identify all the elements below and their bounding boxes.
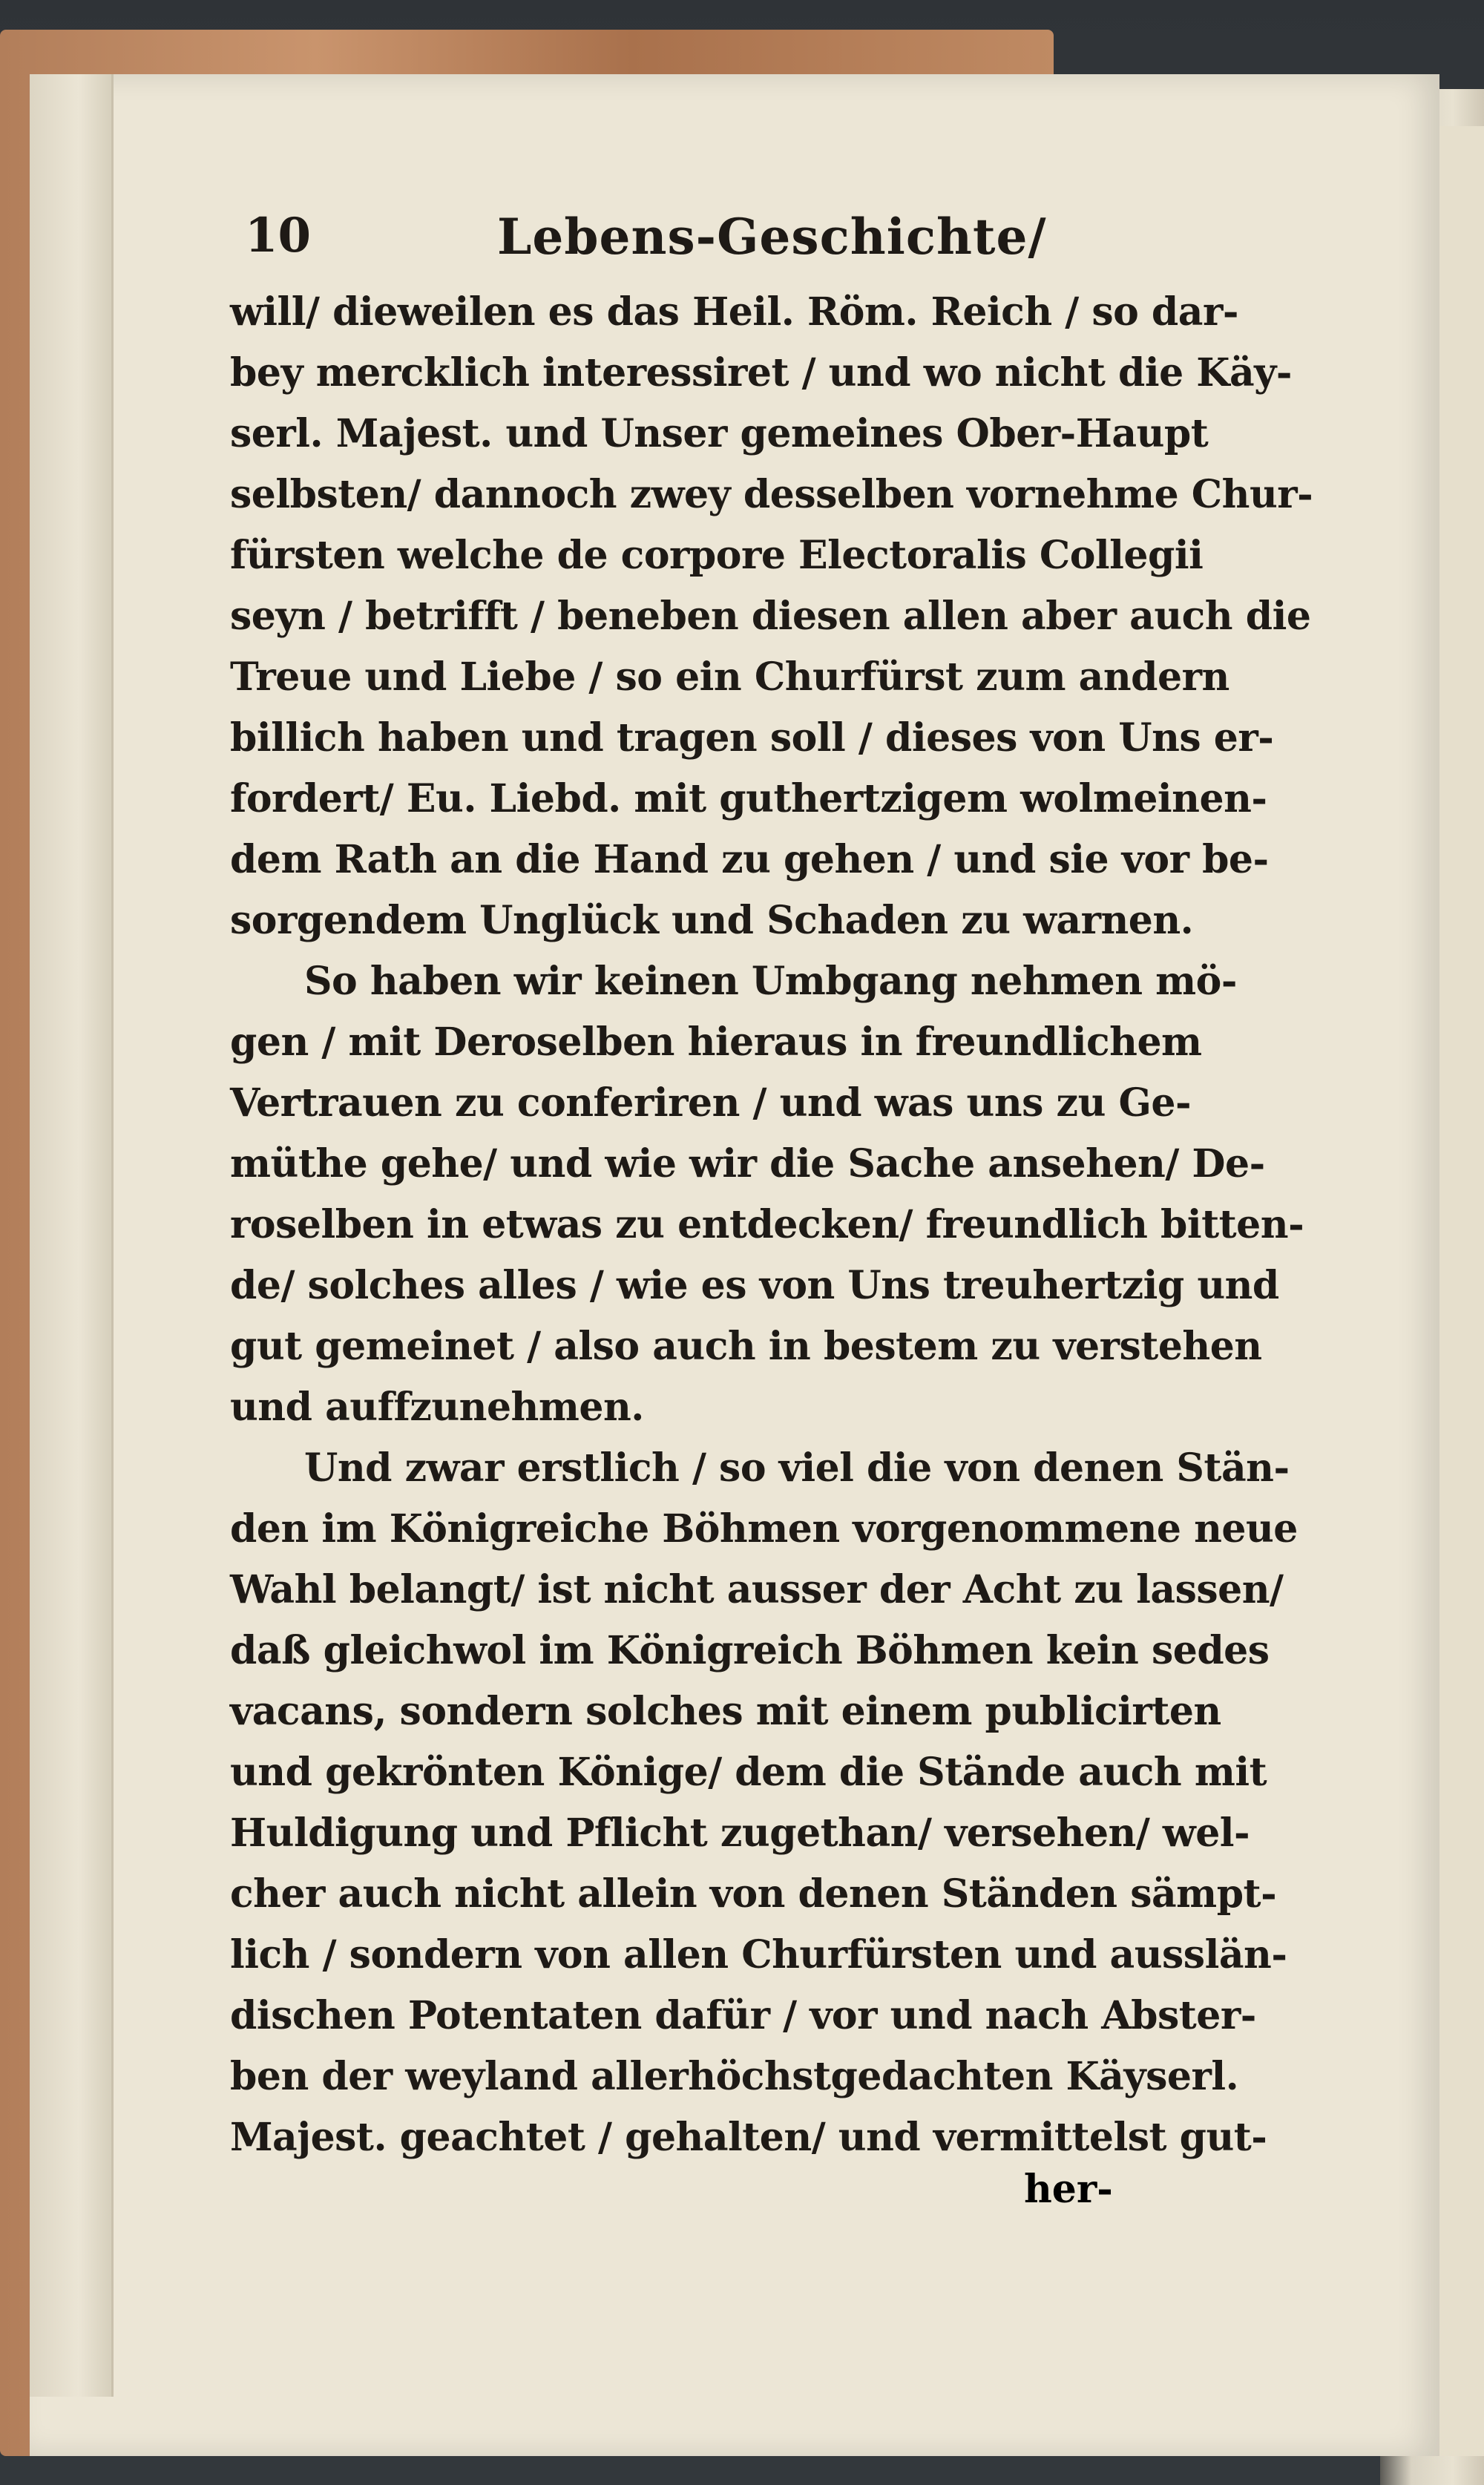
- text-line: serl. Majest. und Unser gemeines Ober-Haupt: [230, 411, 1209, 456]
- text-line: roselben in etwas zu entdecken/ freundlich bitten-: [230, 1202, 1304, 1247]
- text-line: de/ solches alles / wie es von Uns treuhertzig und: [230, 1263, 1279, 1308]
- text-line: Vertrauen zu conferiren / und was uns zu Ge-: [230, 1080, 1192, 1126]
- text-line: dischen Potentaten dafür / vor und nach Abster-: [230, 1993, 1256, 2038]
- text-line: Treue und Liebe / so ein Churfürst zum andern: [230, 654, 1229, 700]
- text-line: Wahl belangt/ ist nicht ausser der Acht zu lassen/: [230, 1567, 1284, 1612]
- running-head: Lebens-Geschichte/: [497, 208, 1047, 266]
- text-line: dem Rath an die Hand zu gehen / und sie vor be-: [230, 837, 1269, 882]
- page-header: [230, 200, 1373, 275]
- page-number: 10: [245, 208, 312, 263]
- text-line: bey mercklich interessiret / und wo nicht die Käy-: [230, 350, 1292, 395]
- page-text: [230, 200, 1373, 2168]
- catchword: her-: [1024, 2167, 1113, 2212]
- text-line: gut gemeinet / also auch in bestem zu verstehen: [230, 1324, 1262, 1369]
- text-line: gen / mit Deroselben hieraus in freundlichem: [230, 1020, 1202, 1065]
- text-line: und gekrönten Könige/ dem die Stände auch mit: [230, 1750, 1267, 1795]
- text-line: müthe gehe/ und wie wir die Sache ansehen/ De-: [230, 1141, 1265, 1186]
- text-line: fordert/ Eu. Liebd. mit guthertzigem wolmeinen-: [230, 776, 1267, 821]
- text-line: cher auch nicht allein von denen Ständen sämpt-: [230, 1871, 1277, 1917]
- text-line: selbsten/ dannoch zwey desselben vornehme Chur-: [230, 472, 1313, 517]
- paragraph-start: So haben wir keinen Umbgang nehmen mö-: [304, 959, 1237, 1004]
- text-line: sorgendem Unglück und Schaden zu warnen.: [230, 898, 1194, 943]
- text-line: fürsten welche de corpore Electoralis Collegii: [230, 533, 1204, 578]
- text-line: lich / sondern von allen Churfürsten und ausslän-: [230, 1932, 1287, 1977]
- text-line: Majest. geachtet / gehalten/ und vermittelst gut-: [230, 2115, 1267, 2160]
- text-line: billich haben und tragen soll / dieses von Uns er-: [230, 715, 1274, 761]
- text-line: und auffzunehmen.: [230, 1385, 644, 1430]
- text-line: den im Königreiche Böhmen vorgenommene neue: [230, 1506, 1298, 1552]
- paragraph-start: Und zwar erstlich / so viel die von denen Stän-: [304, 1445, 1290, 1491]
- text-line: will/ dieweilen es das Heil. Röm. Reich / so dar-: [230, 289, 1238, 335]
- text-line: daß gleichwol im Königreich Böhmen kein sedes: [230, 1628, 1270, 1673]
- text-line: vacans, sondern solches mit einem publicirten: [230, 1689, 1221, 1734]
- text-line: seyn / betrifft / beneben diesen allen aber auch die: [230, 594, 1311, 639]
- page-edge: [30, 74, 114, 2397]
- text-line: Huldigung und Pflicht zugethan/ versehen/ wel-: [230, 1811, 1250, 1856]
- text-line: ben der weyland allerhöchstgedachten Käyserl.: [230, 2054, 1239, 2099]
